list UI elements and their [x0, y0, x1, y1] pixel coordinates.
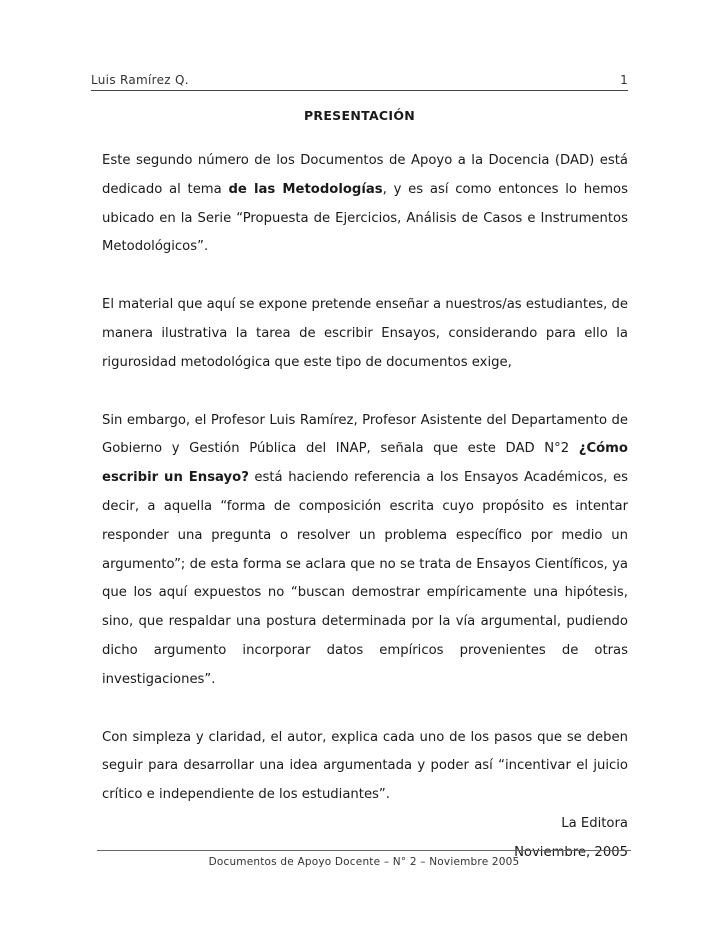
paragraph-3-text-b: está haciendo referencia a los Ensayos Académicos, es decir, a aquella “forma de composición escrita cuyo propósito es intentar responder una pregunta o resolver un problema específico por medio un argumento”; de esta forma se aclara que no se trata de Ensayos Científicos, ya que los aquí expuestos no “buscan demostrar empíricamente una hipótesis, sino, que respaldar una postura determinada por la vía argumental, pudiendo dicho argumento incorporar datos empíricos provenientes de otras investigaciones”.	[102, 470, 628, 687]
footer-divider	[97, 850, 631, 851]
paragraph-1-text-a: Este segundo número de los Documentos de Apoyo a la Docencia (DAD) está dedicado al tema	[102, 153, 628, 197]
signature-date: Noviembre, 2005	[514, 844, 628, 860]
header-page-number: 1	[620, 73, 628, 87]
paragraph-1	[102, 147, 628, 262]
document-body	[102, 147, 628, 868]
page-footer: Documentos de Apoyo Docente – N° 2 – Noviembre 2005	[208, 856, 520, 868]
paragraph-3-bold: ¿Cómo escribir un Ensayo?	[102, 441, 628, 486]
page-title: PRESENTACIÓN	[303, 108, 416, 123]
page-header	[91, 72, 628, 91]
paragraph-3-text-a: Sin embargo, el Profesor Luis Ramírez, Profesor Asistente del Departamento de Gobierno y Gestión Pública del INAP, señala que este DAD N°2	[102, 412, 628, 457]
paragraph-1-bold: de las Metodologías	[228, 181, 383, 197]
header-author: Luis Ramírez Q.	[91, 73, 189, 87]
paragraph-3	[102, 407, 628, 695]
paragraph-4: Con simpleza y claridad, el autor, explica cada uno de los pasos que se deben seguir para desarrollar una idea argumentada y poder así “incentivar el juicio crítico e independiente de los estudiantes”.	[102, 729, 628, 803]
signature-name: La Editora	[561, 815, 628, 831]
paragraph-1-text-b: , y es así como entonces lo hemos ubicado en la Serie “Propuesta de Ejercicios, Análisis de Casos e Instrumentos Metodológicos”.	[102, 181, 628, 255]
paragraph-2: El material que aquí se expone pretende enseñar a nuestros/as estudiantes, de manera ilustrativa la tarea de escribir Ensayos, considerando para ello la rigurosidad metodológica que este tipo de documentos exige,	[102, 297, 628, 370]
